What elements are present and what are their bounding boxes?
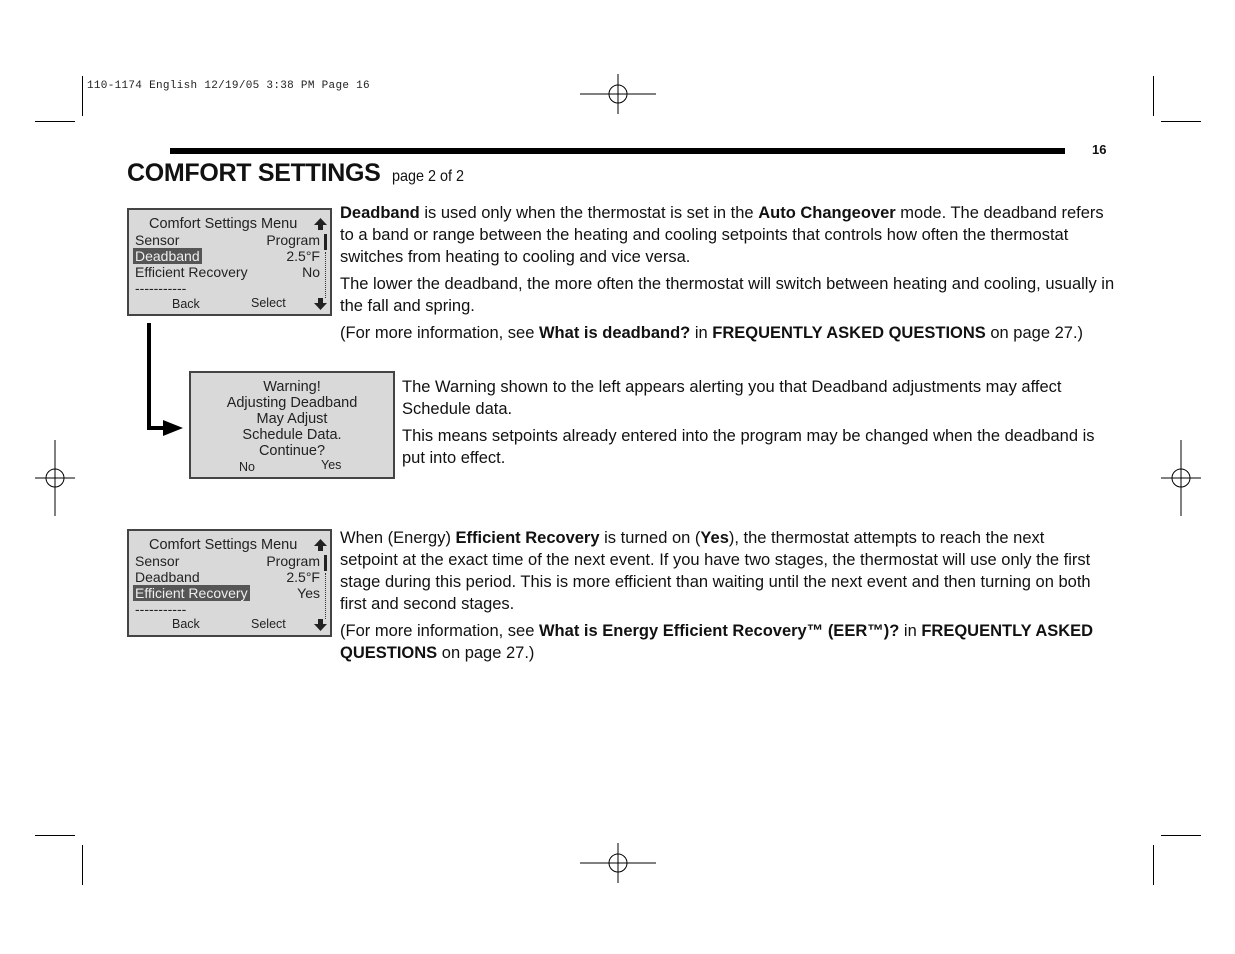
faq-reference: What is deadband? (538, 324, 691, 342)
lcd-row-label: Sensor (135, 553, 180, 569)
crop-mark (82, 845, 83, 885)
paragraph: The lower the deadband, the more often the thermostat will switch between heating and cooling, usually in the fall and spring. (340, 275, 1115, 315)
lcd-row-selected (135, 585, 320, 601)
registration-mark-icon (580, 74, 656, 114)
warning-description (402, 376, 1107, 474)
warning-line: Continue? (258, 443, 326, 459)
crop-mark (1153, 845, 1154, 885)
text-run: (For more information, see (340, 324, 539, 342)
crop-mark (82, 76, 83, 116)
crop-mark (35, 835, 75, 836)
faq-reference: What is Energy Efficient Recovery™ (EER™)? (538, 622, 900, 640)
lcd-row-value: 2.5°F (286, 248, 320, 264)
lcd-select-label: Select (251, 296, 286, 310)
arrow-up-icon (314, 539, 327, 551)
paragraph (340, 620, 1100, 664)
lcd-deadband-screen (127, 208, 332, 316)
faq-section-reference: FREQUENTLY ASKED QUESTIONS (340, 622, 1094, 662)
arrow-down-icon (314, 619, 327, 631)
print-slug: 110-1174 English 12/19/05 3:38 PM Page 16 (87, 80, 370, 92)
lcd-scrollbar (324, 234, 327, 300)
paragraph (340, 527, 1100, 615)
faq-section-reference: FREQUENTLY ASKED QUESTIONS (712, 324, 986, 342)
warning-message (191, 379, 393, 459)
arrow-right-icon (163, 420, 183, 436)
lcd-row-label: Efficient Recovery (135, 585, 248, 601)
registration-mark-icon (35, 440, 75, 516)
warning-line: May Adjust (256, 411, 328, 427)
lcd-row-label: ----------- (135, 601, 187, 617)
lcd-select-label: Select (251, 617, 286, 631)
crop-mark (1161, 121, 1201, 122)
paragraph (340, 322, 1115, 344)
text-run: in (899, 622, 922, 640)
lcd-row (135, 601, 320, 617)
term-deadband: Deadband (340, 204, 420, 222)
text-run: is turned on ( (599, 529, 701, 547)
lcd-warning-screen (189, 371, 395, 479)
text-run: is used only when the thermostat is set in the (419, 204, 759, 222)
scroll-track (325, 573, 326, 619)
page-number: 16 (1092, 142, 1107, 157)
warning-line: Schedule Data. (242, 427, 342, 443)
crop-mark (1153, 76, 1154, 116)
lcd-row (135, 264, 320, 280)
lcd-header: Comfort Settings Menu (149, 216, 298, 232)
crop-mark (1161, 835, 1201, 836)
lcd-row-label: Efficient Recovery (135, 264, 248, 280)
warning-no-label: No (239, 460, 255, 474)
scroll-thumb (324, 234, 327, 250)
warning-line: Warning! (263, 379, 321, 395)
term-efficient-recovery: Efficient Recovery (455, 529, 600, 547)
text-run: ), the thermostat attempts to reach the next setpoint at the exact time of the next event. If you have two stages, the thermostat will use only the first stage during this period. This is more efficient than waiting until the next event and then turning on both first and second stages. (340, 529, 1091, 613)
text-run: When (Energy) (340, 529, 456, 547)
lcd-scrollbar (324, 555, 327, 621)
text-run: in (690, 324, 713, 342)
warning-yes-label: Yes (321, 458, 342, 472)
paragraph: The Warning shown to the left appears alerting you that Deadband adjustments may affect Schedule data. (402, 378, 1062, 418)
registration-mark-icon (1161, 440, 1201, 516)
lcd-row-label: Deadband (135, 569, 200, 585)
lcd-row (135, 280, 320, 296)
lcd-row-label: ----------- (135, 280, 187, 296)
arrow-up-icon (314, 218, 327, 230)
lcd-recovery-screen (127, 529, 332, 637)
term-yes: Yes (700, 529, 729, 547)
term-auto-changeover: Auto Changeover (758, 204, 896, 222)
lcd-row-value: Program (266, 553, 320, 569)
scroll-track (325, 252, 326, 298)
text-run: on page 27.) (985, 324, 1084, 342)
scroll-thumb (324, 555, 327, 571)
section-subtitle: page 2 of 2 (391, 168, 465, 185)
text-run: mode. The deadband refers to a band or range between the heating and cooling setpoints that controls how often the thermostat switches from heating to cooling and vice versa. (340, 204, 1104, 266)
lcd-row-value: Program (266, 232, 320, 248)
lcd-row (135, 232, 320, 248)
lcd-header: Comfort Settings Menu (149, 537, 298, 553)
lcd-row-value: Yes (297, 585, 320, 601)
lcd-back-label: Back (172, 297, 200, 311)
lcd-row (135, 553, 320, 569)
paragraph: This means setpoints already entered into the program may be changed when the deadband is put into effect. (402, 427, 1095, 467)
lcd-back-label: Back (172, 617, 200, 631)
registration-mark-icon (580, 843, 656, 883)
crop-mark (35, 121, 75, 122)
header-rule (170, 148, 1065, 154)
lcd-row-value: No (302, 264, 320, 280)
recovery-description (340, 527, 1100, 669)
lcd-row-value: 2.5°F (286, 569, 320, 585)
deadband-description (340, 202, 1115, 349)
paragraph (340, 202, 1115, 268)
section-title: COMFORT SETTINGS (127, 159, 381, 187)
flow-connector (147, 323, 151, 430)
arrow-down-icon (314, 298, 327, 310)
lcd-row-label: Sensor (135, 232, 180, 248)
text-run: on page 27.) (437, 644, 535, 662)
warning-line: Adjusting Deadband (226, 395, 358, 411)
page-title (127, 159, 468, 188)
lcd-row-selected (135, 248, 320, 264)
text-run: (For more information, see (340, 622, 539, 640)
lcd-row (135, 569, 320, 585)
lcd-row-label: Deadband (135, 248, 200, 264)
